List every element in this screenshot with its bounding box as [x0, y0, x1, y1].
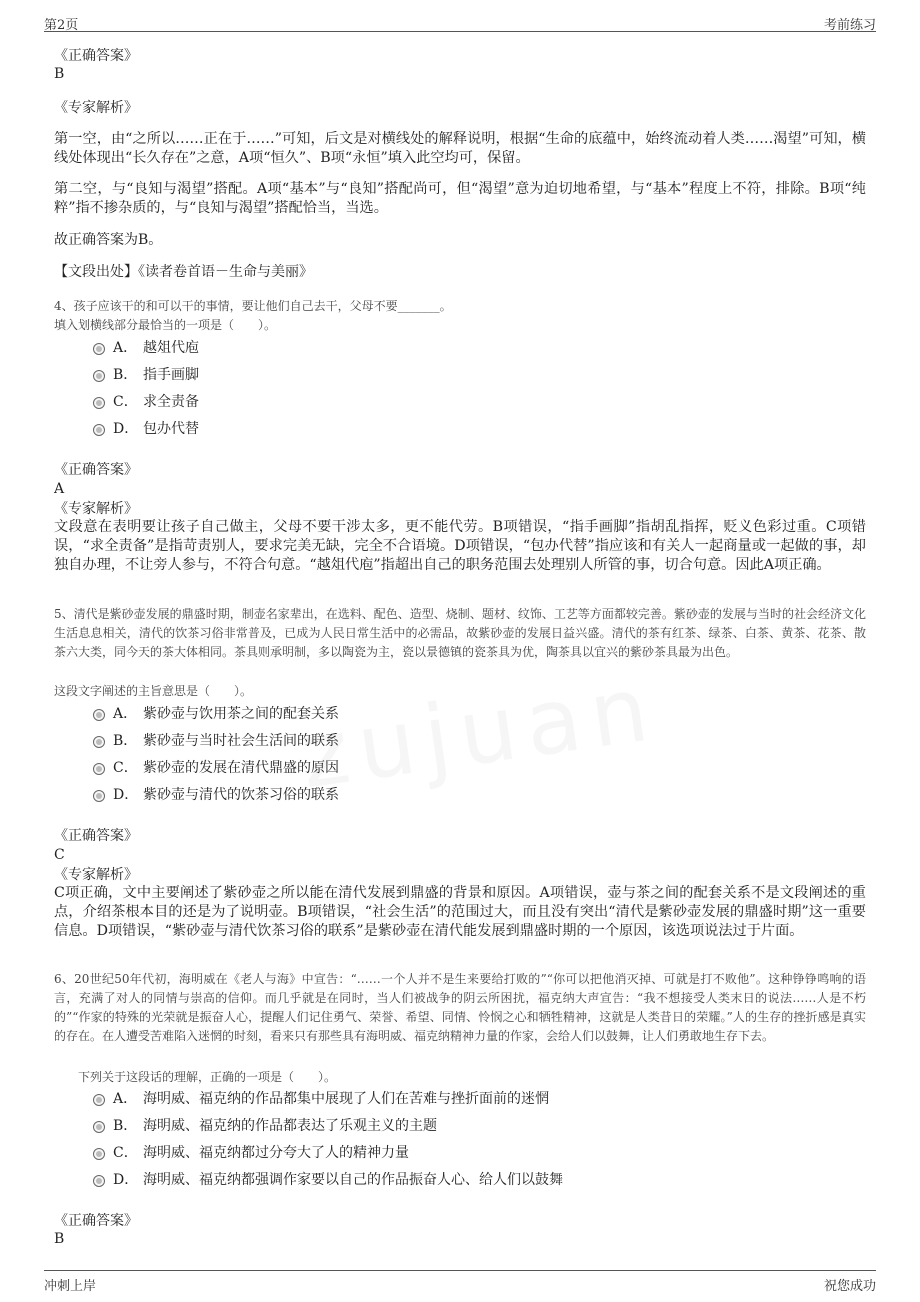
option-letter: C． — [113, 760, 138, 776]
option-letter: B． — [113, 367, 138, 383]
q3-analysis-p2: 第二空，与“良知与渴望”搭配。A项“基本”与“良知”搭配尚可，但“渴望”意为迫切地希望，与“基本”程度上不符，排除。B项“纯粹”指不掺杂质的，与“良知与渴望”搭配恰当，当选。 — [54, 181, 866, 216]
q3-analysis-label: 《专家解析》 — [54, 100, 138, 116]
option-text: 紫砂壶的发展在清代鼎盛的原因 — [143, 760, 339, 776]
q5-instruction: 这段文字阐述的主旨意思是（ ）。 — [54, 684, 253, 698]
q6-answer: B — [54, 1231, 65, 1247]
q5-answer: C — [54, 847, 65, 863]
radio-icon[interactable] — [93, 790, 105, 802]
q4-answer: A — [54, 481, 65, 497]
header-title: 考前练习 — [823, 18, 876, 33]
option-text: 指手画脚 — [143, 367, 199, 383]
option-letter: D． — [113, 421, 139, 437]
q3-analysis-p1: 第一空，由“之所以……正在于……”可知，后文是对横线处的解释说明，根据“生命的底蕴中，始终流动着人类……渴望”可知，横线处体现出“长久存在”之意，A项“恒久”、B项“永恒”填入此空均可，保留。 — [54, 131, 866, 166]
radio-icon[interactable] — [93, 1094, 105, 1106]
q4-instruction: 填入划横线部分最恰当的一项是（ ）。 — [54, 318, 277, 332]
radio-icon[interactable] — [93, 1148, 105, 1160]
radio-icon[interactable] — [93, 370, 105, 382]
radio-icon[interactable] — [93, 1121, 105, 1133]
option-text: 包办代替 — [143, 421, 199, 437]
radio-icon[interactable] — [93, 709, 105, 721]
q4-analysis: 文段意在表明要让孩子自己做主，父母不要干涉太多，更不能代劳。B项错误，“指手画脚”指胡乱指挥，贬义色彩过重。C项错误，“求全责备”是指苛责别人，要求完美无缺，完全不合语境。D项错误，“包办代替”指应该和有关人一起商量或一起做的事，却独自办理，不让旁人参与，不符合句意。“越俎代庖”指超出自己的职务范围去处理别人所管的事，切合句意。因此A项正确。 — [54, 519, 866, 573]
q5-answer-label: 《正确答案》 — [54, 828, 138, 844]
radio-icon[interactable] — [93, 736, 105, 748]
radio-icon[interactable] — [93, 343, 105, 355]
q5-stem: 5、清代是紫砂壶发展的鼎盛时期，制壶名家辈出，在选料、配色、造型、烧制、题材、纹饰、工艺等方面都较完善。紫砂壶的发展与当时的社会经济文化生活息息相关，清代的饮茶习俗非常普及，已成为人民日常生活中的必需品，故紫砂壶的发展日益兴盛。清代的茶有红茶、绿茶、白茶、黄茶、花茶、散茶六大类，同今天的茶大体相同。茶具则承明制，多以陶瓷为主，瓷以景德镇的瓷茶具为优，陶茶具以宜兴的紫砂茶具最为出色。 — [54, 607, 866, 659]
option-letter: D． — [113, 787, 139, 803]
q3-analysis-p3: 故正确答案为B。 — [54, 232, 163, 248]
q3-source: 【文段出处】《读者卷首语－生命与美丽》 — [54, 264, 313, 280]
q3-answer-label: 《正确答案》 — [54, 48, 138, 64]
footer-right: 祝您成功 — [823, 1279, 876, 1294]
option-letter: A． — [113, 340, 138, 356]
page-header — [44, 12, 876, 32]
radio-icon[interactable] — [93, 424, 105, 436]
q3-answer: B — [54, 66, 65, 82]
option-letter: B． — [113, 733, 138, 749]
option-text: 紫砂壶与清代的饮茶习俗的联系 — [143, 787, 339, 803]
q4-stem: 4、孩子应该干的和可以干的事情，要让他们自己去干，父母不要_______。 — [54, 299, 452, 313]
footer-left: 冲刺上岸 — [44, 1279, 97, 1294]
watermark: zujuan — [294, 655, 665, 810]
option-text: 海明威、福克纳的作品都集中展现了人们在苦难与挫折面前的迷惘 — [143, 1091, 549, 1107]
page-number: 第2页 — [44, 18, 79, 33]
page-footer — [44, 1270, 876, 1292]
q4-answer-label: 《正确答案》 — [54, 462, 138, 478]
radio-icon[interactable] — [93, 1175, 105, 1187]
option-text: 紫砂壶与饮用茶之间的配套关系 — [143, 706, 339, 722]
radio-icon[interactable] — [93, 397, 105, 409]
q5-analysis: C项正确，文中主要阐述了紫砂壶之所以能在清代发展到鼎盛的背景和原因。A项错误，壶与茶之间的配套关系不是文段阐述的重点，介绍茶根本目的还是为了说明壶。B项错误，“社会生活”的范围过大，而且没有突出“清代是紫砂壶发展的鼎盛时期”这一重要信息。D项错误，“紫砂壶与清代饮茶习俗的联系”是紫砂壶在清代能发展到鼎盛时期的一个原因，该选项说法过于片面。 — [54, 885, 866, 939]
q6-stem: 6、20世纪50年代初，海明威在《老人与海》中宣告：“……一个人并不是生来要给打败的”“你可以把他消灭掉、可就是打不败他”。这种铮铮鸣响的语言，充满了对人的同情与崇高的信仰。而几乎就是在同时，当人们被战争的阴云所困扰，福克纳大声宣告：“我不想接受人类末日的说法……人是不朽的”“作家的特殊的光荣就是振奋人心，提醒人们记住勇气、荣誉、希望、同情、怜悯之心和牺牲精神，这就是人类昔日的荣耀。”人的生存的挫折感是真实的存在。在人遭受苦难陷入迷惘的时刻，看来只有那些具有海明威、福克纳精神力量的作家，会给人们以鼓舞，让人们勇敢地生存下去。 — [54, 972, 866, 1043]
option-letter: A． — [113, 1091, 138, 1107]
option-letter: C． — [113, 394, 138, 410]
option-text: 越俎代庖 — [143, 340, 199, 356]
option-text: 紫砂壶与当时社会生活间的联系 — [143, 733, 339, 749]
q6-answer-label: 《正确答案》 — [54, 1213, 138, 1229]
option-text: 海明威、福克纳都强调作家要以自己的作品振奋人心、给人们以鼓舞 — [143, 1172, 563, 1188]
q4-analysis-label: 《专家解析》 — [54, 501, 138, 517]
radio-icon[interactable] — [93, 763, 105, 775]
q6-instruction: 下列关于这段话的理解，正确的一项是（ ）。 — [78, 1070, 337, 1084]
option-letter: D． — [113, 1172, 139, 1188]
q5-analysis-label: 《专家解析》 — [54, 867, 138, 883]
option-letter: A． — [113, 706, 138, 722]
option-letter: B． — [113, 1118, 138, 1134]
option-letter: C． — [113, 1145, 138, 1161]
option-text: 海明威、福克纳的作品都表达了乐观主义的主题 — [143, 1118, 437, 1134]
option-text: 求全责备 — [143, 394, 199, 410]
option-text: 海明威、福克纳都过分夸大了人的精神力量 — [143, 1145, 409, 1161]
